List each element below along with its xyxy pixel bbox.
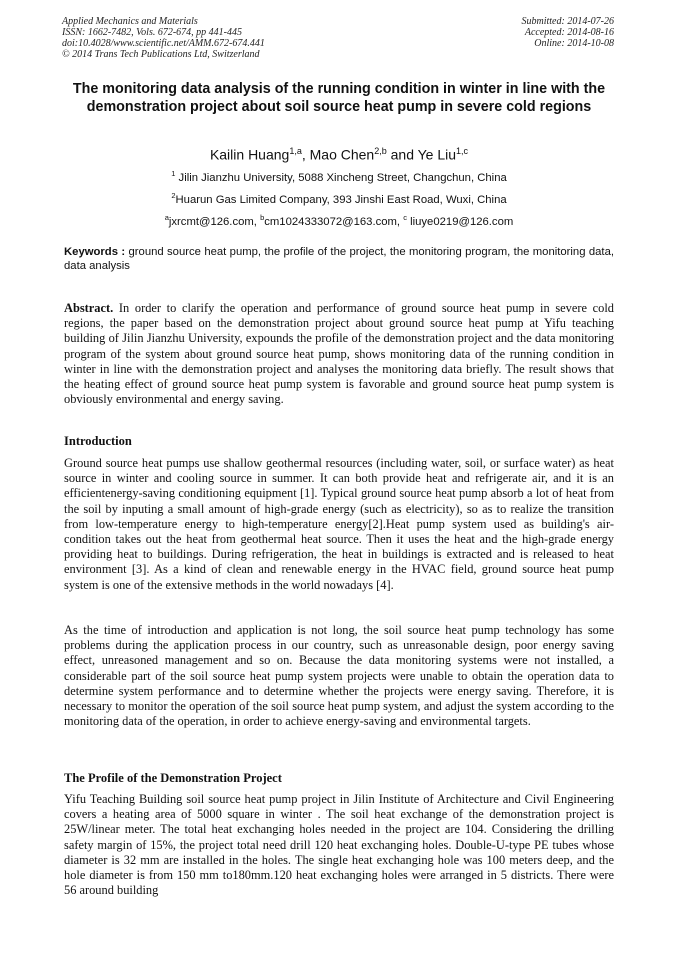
profile-paragraph-1: Yifu Teaching Building soil source heat pump project in Jilin Institute of Architecture and Civil Engineering covers a heating area of 5000 square in winter . The soil heat exchange of the demonstration project is 25W/linear meter. The total heat exchanging holes needed in the project are 104. Considering the drilling safety margin of 15%, the project total need drill 120 heat exchanging holes. Double-U-type PE tubes whose diameter is 32 mm are installed in the holes. The single heat exchanging hole was 100 meters deep, and the hole diameter is from 150 mm to180mm.120 heat exchanging holes were arranged in 5 districts. There were 56 around building <box>64 792 614 898</box>
journal-info <box>62 16 265 60</box>
abstract-label: Abstract. <box>64 301 114 315</box>
online-date: Online: 2014-10-08 <box>534 38 614 49</box>
author-name: Kailin Huang <box>209 146 290 163</box>
affiliation-1 <box>64 167 614 185</box>
copyright-line: © 2014 Trans Tech Publications Ltd, Switzerland <box>62 49 260 60</box>
affiliation-text: Jilin Jianzhu University, 5088 Xincheng Street, Changchun, China <box>175 171 507 184</box>
abstract-block <box>64 301 614 407</box>
accepted-date: Accepted: 2014-08-16 <box>524 27 614 38</box>
email-mark: c <box>403 213 407 222</box>
email-mark: a <box>164 213 169 222</box>
author-separator: , <box>301 146 310 163</box>
affiliation-2 <box>64 189 614 207</box>
keywords-block <box>64 245 614 273</box>
author-name: Ye Liu <box>417 146 457 163</box>
affiliation-mark: 1 <box>171 169 176 178</box>
section-heading-profile: The Profile of the Demonstration Project <box>64 771 282 785</box>
keywords-label: Keywords : <box>64 246 126 258</box>
section-heading-introduction: Introduction <box>64 434 132 448</box>
submitted-date: Submitted: 2014-07-26 <box>521 16 614 27</box>
author-affiliation-mark: 1,c <box>456 146 469 156</box>
email-address: jxrcmt@126.com, <box>168 215 261 228</box>
introduction-paragraph-2: As the time of introduction and application is not long, the soil source heat pump technology has some problems during the application process in our country, such as unreasonable design, poor energy saving effect, unreasoned management and so on. Because the data monitoring systems were not installed, a considerable part of the soil source heat pump system projects were unable to obtain the operation data to determine system performance and to determine whether the projects were energy saving. Therefore, it is necessary to monitor the operation of the soil source heat pump system, and adjust the system according to the monitoring data of the operation, in order to achieve energy-saving and environmental targets. <box>64 623 614 729</box>
doi-line: doi:10.4028/www.scientific.net/AMM.672-674.441 <box>62 38 265 49</box>
author-affiliation-mark: 2,b <box>374 146 387 156</box>
email-list <box>64 211 614 229</box>
email-address: liuye0219@126.com <box>406 215 514 228</box>
journal-name: Applied Mechanics and Materials <box>62 16 198 27</box>
author-name: Mao Chen <box>309 146 375 163</box>
affiliation-mark: 2 <box>171 191 176 200</box>
keywords-text: ground source heat pump, the profile of the project, the monitoring program, the monitoring data, data analysis <box>64 246 614 272</box>
email-address: cm1024333072@163.com, <box>264 215 404 228</box>
introduction-paragraph-1: Ground source heat pumps use shallow geothermal resources (including water, soil, or surface water) as heat source in winter and cooling source in summer. It can both provide heat and refrigerate air, and it is an efficientenergy-saving conditioning equipment [1]. Typical ground source heat pump absorb a lot of heat from the soil by inputing a small amount of high-grade energy (such as electricity), so as to realize the transition from low-temperature energy to high-temperature energy[2].Heat pump system used as building's air-condition takes out the heat from geothermal heat source. Then it uses the heat and the high-grade energy providing heat to buildings. During refrigeration, the heat in buildings is extracted and is released to heat environment [3]. As a kind of clean and renewable energy in the HVAC field, ground source heat pump system is one of the extensive methods in the world nowadays [4]. <box>64 456 614 592</box>
author-separator: and <box>386 146 418 163</box>
paper-title: The monitoring data analysis of the running condition in winter in line with the demonstration project about soil source heat pump in severe cold regions <box>72 81 606 115</box>
author-affiliation-mark: 1,a <box>289 146 302 156</box>
email-mark: b <box>260 213 265 222</box>
author-list <box>64 142 614 164</box>
issn-line: ISSN: 1662-7482, Vols. 672-674, pp 441-445 <box>62 27 242 38</box>
dates-info <box>522 16 615 49</box>
abstract-text: In order to clarify the operation and performance of ground source heat pump in severe cold regions, the paper based on the demonstration project about ground source heat pump at Yifu teaching building of Jilin Jianzhu University, expounds the profile of the demonstration project and the data monitoring program of the system about ground source heat pump, shows monitoring data of the running condition in winter in line with the demonstration project and analyses the monitoring data briefly. The result shows that the heating effect of ground source heat pump system is favorable and ground source heat pump system is obviously environmental and energy saving. <box>64 301 614 407</box>
affiliation-text: Huarun Gas Limited Company, 393 Jinshi East Road, Wuxi, China <box>175 193 507 206</box>
